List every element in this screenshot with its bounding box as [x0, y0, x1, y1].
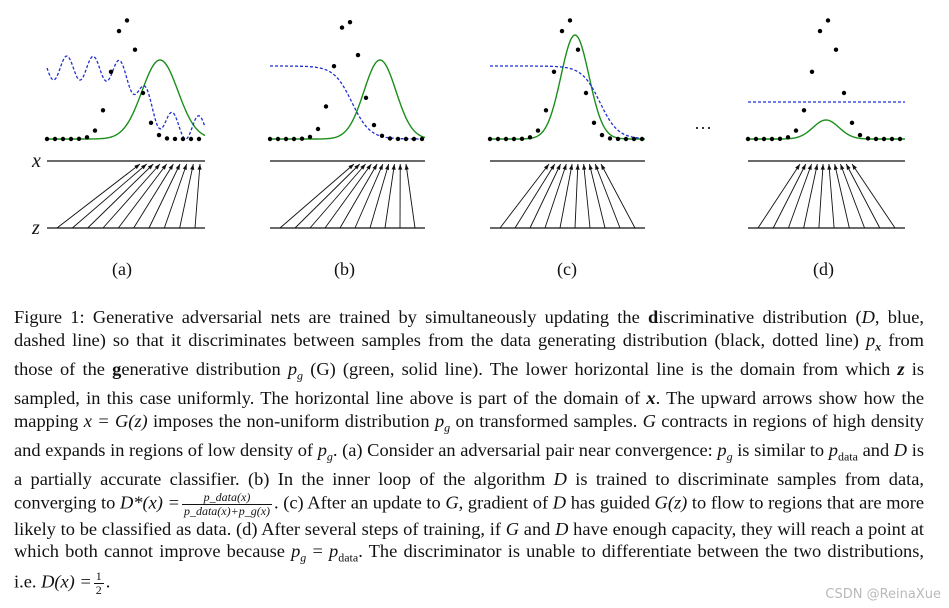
data-distribution-dot [157, 133, 161, 137]
caption-fraction [182, 491, 272, 518]
data-distribution-dot [300, 137, 304, 141]
arrow-head [373, 164, 378, 170]
data-distribution-dot [165, 136, 169, 140]
caption-math: x [875, 339, 882, 354]
x-axis-label: x [32, 150, 41, 172]
caption-math: p [291, 541, 301, 562]
data-distribution-dot [53, 137, 57, 141]
caption-math: data [338, 551, 359, 566]
data-distribution-dot [173, 137, 177, 141]
caption-text: is trained to discriminate samples from data, converging to [14, 469, 924, 513]
caption-text: Generative adversarial nets are trained by simultaneously updating the [92, 307, 648, 327]
mapping-arrow [773, 164, 806, 228]
data-distribution-dot [592, 121, 596, 125]
data-distribution-dot [528, 135, 532, 139]
caption-text: = [306, 541, 330, 562]
mapping-arrow [852, 164, 895, 228]
arrow-head [563, 164, 567, 170]
data-distribution-dot [584, 91, 588, 95]
arrow-head [405, 164, 409, 170]
caption-math: p [317, 439, 327, 460]
data-distribution-dot [324, 104, 328, 108]
caption-math: x = G(z) [83, 410, 148, 431]
data-distribution-dot [268, 137, 272, 141]
caption-math: g [726, 449, 733, 464]
mapping-arrow [103, 164, 160, 228]
arrow-head [379, 164, 383, 170]
data-distribution-dot [412, 137, 416, 141]
mapping-arrow [385, 164, 394, 228]
arrow-head [385, 164, 389, 170]
arrow-head [366, 164, 371, 170]
caption-text: , gradient of [458, 492, 553, 513]
data-distribution-dot [197, 137, 201, 141]
mapping-arrow [88, 164, 154, 228]
generator-distribution-line [270, 60, 425, 139]
caption-bold: g [112, 358, 122, 379]
arrow-head [556, 164, 560, 170]
caption-text: to flow to regions that are more likely to be classified as data. (d) After several steps of training, if [14, 492, 924, 539]
caption-text: is sampled, in this case uniformly. The horizontal line above is part of the domain of [14, 358, 924, 409]
mapping-arrow [180, 164, 194, 228]
caption-text: , blue, dashed line) so that it discriminates between samples from the data generating distribution (black, dotted line) [14, 307, 924, 350]
mapping-arrow [846, 164, 880, 228]
mapping-arrow [819, 164, 823, 228]
caption-math: G(z) [654, 492, 688, 513]
mapping-arrow [72, 164, 146, 228]
caption-math: G [445, 492, 459, 513]
caption-text: . The discriminator is unable to differentiate between the two distributions, i.e. [14, 541, 924, 592]
mapping-arrow [340, 164, 377, 228]
data-distribution-dot [560, 29, 564, 33]
data-distribution-dot [276, 137, 280, 141]
data-distribution-dot [189, 137, 193, 141]
data-distribution-dot [85, 135, 89, 139]
data-distribution-dot [101, 108, 105, 112]
arrow-head [392, 164, 396, 170]
discriminator-line [490, 66, 645, 139]
data-distribution-dot [504, 137, 508, 141]
mapping-arrow [560, 164, 572, 228]
data-distribution-dot [380, 134, 384, 138]
caption-text: . The upward arrows show how the mapping [14, 388, 925, 431]
mapping-arrow [57, 164, 140, 228]
mapping-arrow [788, 164, 811, 228]
mapping-arrow [370, 164, 389, 228]
arrow-head [601, 164, 605, 170]
data-distribution-dot [616, 137, 620, 141]
caption-text: . (a) Consider an adversarial pair near convergence: [332, 439, 718, 460]
data-distribution-dot [770, 137, 774, 141]
data-distribution-dot [292, 137, 296, 141]
data-distribution-dot [544, 108, 548, 112]
arrow-head [582, 164, 586, 170]
mapping-arrow [829, 164, 834, 228]
arrow-head [840, 164, 844, 170]
data-distribution-dot [420, 137, 424, 141]
mapping-arrow [310, 164, 366, 228]
data-distribution-dot [340, 25, 344, 29]
data-distribution-dot [818, 29, 822, 33]
data-distribution-dot [608, 136, 612, 140]
data-distribution-dot [810, 70, 814, 74]
mapping-arrow [835, 164, 850, 228]
watermark: CSDN @ReinaXue [825, 587, 941, 602]
figure-caption [14, 306, 924, 597]
caption-text: contracts in regions of high density and expands in regions of low density of [14, 410, 924, 460]
data-distribution-dot [372, 123, 376, 127]
data-distribution-dot [284, 137, 288, 141]
panel-label-b: (b) [334, 259, 355, 279]
mapping-arrow [584, 164, 590, 228]
data-distribution-dot [61, 137, 65, 141]
data-distribution-dot [746, 137, 750, 141]
arrow-head [398, 164, 402, 170]
caption-text: enerative distribution [121, 358, 288, 379]
generator-distribution-line [47, 60, 205, 139]
arrow-head [176, 164, 180, 170]
caption-math: g [444, 420, 451, 435]
fraction-numerator: 1 [95, 568, 102, 583]
arrow-head [162, 164, 167, 170]
arrow-head [795, 164, 800, 170]
caption-lead: Figure 1: [14, 307, 85, 327]
data-distribution-dot [364, 96, 368, 100]
caption-bold: d [647, 307, 659, 327]
arrow-head [169, 164, 174, 170]
data-distribution-dot [93, 128, 97, 132]
generator-distribution-line [748, 120, 905, 139]
generator-distribution-line [490, 35, 645, 139]
fraction-denominator: p_data(x)+p_g(x) [183, 503, 271, 518]
caption-text: on transformed samples. [450, 410, 643, 431]
data-distribution-dot [332, 64, 336, 68]
caption-text: imposes the non-uniform distribution [147, 410, 435, 431]
arrow-head [550, 164, 555, 170]
data-distribution-dot [600, 133, 604, 137]
caption-math: D(x) = [41, 571, 92, 592]
data-distribution-dot [496, 137, 500, 141]
caption-text: has guided [566, 492, 655, 513]
data-distribution-dot [141, 91, 145, 95]
caption-math: D [893, 439, 908, 460]
data-distribution-dot [858, 133, 862, 137]
caption-text: iscriminative distribution ( [658, 307, 862, 327]
mapping-arrow [280, 164, 354, 228]
fraction-denominator: 2 [95, 582, 102, 597]
caption-text: have enough capacity, they will reach a point at which both cannot improve because [14, 518, 925, 562]
data-distribution-dot [850, 121, 854, 125]
data-distribution-dot [640, 137, 644, 141]
arrow-head [821, 164, 825, 170]
data-distribution-dot [890, 137, 894, 141]
panel-label-d: (d) [813, 259, 834, 279]
caption-math: G [642, 410, 656, 431]
data-distribution-dot [536, 128, 540, 132]
mapping-arrow [295, 164, 360, 228]
fraction-numerator: p_data(x) [182, 491, 272, 505]
caption-math: x [646, 388, 656, 409]
panel-b [268, 20, 425, 228]
arrow-head [544, 164, 549, 170]
data-distribution-dot [316, 127, 320, 131]
ellipsis: ··· [694, 118, 712, 138]
data-distribution-dot [874, 137, 878, 141]
arrow-head [808, 164, 812, 170]
caption-math: data [837, 449, 858, 464]
data-distribution-dot [520, 137, 524, 141]
mapping-arrow [601, 164, 635, 228]
caption-math: D [552, 492, 567, 513]
data-distribution-dot [77, 137, 81, 141]
mapping-arrow [406, 164, 415, 228]
data-distribution-dot [842, 91, 846, 95]
data-distribution-dot [109, 70, 113, 74]
data-distribution-dot [778, 137, 782, 141]
data-distribution-dot [834, 48, 838, 52]
data-distribution-dot [552, 70, 556, 74]
arrow-head [183, 164, 187, 170]
caption-text: . (c) After an update to [274, 492, 446, 513]
mapping-arrow [804, 164, 818, 228]
caption-text: is similar to [732, 439, 829, 460]
data-distribution-dot [786, 135, 790, 139]
caption-math: z [897, 358, 905, 379]
data-distribution-dot [826, 18, 830, 22]
caption-text: and [519, 518, 556, 539]
mapping-arrow [355, 164, 383, 228]
z-axis-label: z [32, 217, 40, 239]
mapping-arrow [589, 164, 605, 228]
arrow-head [846, 164, 850, 170]
data-distribution-dot [117, 29, 121, 33]
mapping-arrow [500, 164, 549, 228]
gan-figure [0, 0, 949, 300]
data-distribution-dot [568, 18, 572, 22]
caption-math: p [865, 329, 876, 350]
data-distribution-dot [125, 18, 129, 22]
arrow-head [589, 164, 593, 170]
caption-math: G [505, 518, 520, 539]
caption-math: p [287, 358, 298, 379]
caption-text: is a partially accurate classifier. (b) In the inner loop of the algorithm [14, 439, 924, 490]
mapping-arrow [195, 164, 200, 228]
caption-math: D [555, 518, 569, 539]
caption-text: and [857, 439, 894, 460]
mapping-arrow [595, 164, 620, 228]
data-distribution-dot [624, 137, 628, 141]
data-distribution-dot [149, 121, 153, 125]
caption-text: from those of the [14, 329, 924, 379]
caption-math: p [329, 541, 339, 562]
caption-fraction-half [94, 570, 104, 597]
data-distribution-dot [882, 137, 886, 141]
data-distribution-dot [512, 137, 516, 141]
caption-math: D*(x) = [120, 492, 180, 513]
caption-text: (G) (green, solid line). The lower horizontal line is the domain from which [303, 358, 898, 379]
mapping-arrow [325, 164, 371, 228]
arrow-head [801, 164, 805, 170]
data-distribution-dot [356, 53, 360, 57]
data-distribution-dot [69, 137, 73, 141]
arrow-head [595, 164, 599, 170]
data-distribution-dot [632, 137, 636, 141]
mapping-arrow [840, 164, 864, 228]
panel-label-a: (a) [112, 259, 132, 279]
data-distribution-dot [181, 137, 185, 141]
data-distribution-dot [396, 137, 400, 141]
data-distribution-dot [308, 135, 312, 139]
data-distribution-dot [488, 137, 492, 141]
arrow-head [569, 164, 573, 170]
mapping-arrow [575, 164, 578, 228]
data-distribution-dot [898, 137, 902, 141]
caption-math: g [300, 551, 307, 566]
data-distribution-dot [794, 128, 798, 132]
data-distribution-dot [754, 137, 758, 141]
arrow-head [852, 164, 857, 170]
panel-label-c: (c) [557, 259, 577, 279]
data-distribution-dot [866, 136, 870, 140]
caption-math: g [326, 449, 333, 464]
data-distribution-dot [576, 48, 580, 52]
caption-text: . [105, 571, 111, 592]
mapping-arrow [758, 164, 800, 228]
data-distribution-dot [388, 136, 392, 140]
data-distribution-dot [348, 20, 352, 24]
panel-a [45, 18, 205, 228]
caption-math: p [828, 439, 838, 460]
data-distribution-dot [802, 108, 806, 112]
data-distribution-dot [404, 137, 408, 141]
arrow-head [576, 164, 580, 170]
panel-d [746, 18, 905, 228]
panel-c [488, 18, 645, 228]
caption-math: p [434, 410, 445, 431]
caption-math: D [861, 307, 875, 327]
data-distribution-dot [45, 137, 49, 141]
caption-math: p [717, 439, 727, 460]
caption-math: g [297, 368, 304, 383]
data-distribution-dot [762, 137, 766, 141]
data-distribution-dot [133, 48, 137, 52]
caption-math: D [553, 469, 567, 490]
mapping-arrow [118, 164, 166, 228]
